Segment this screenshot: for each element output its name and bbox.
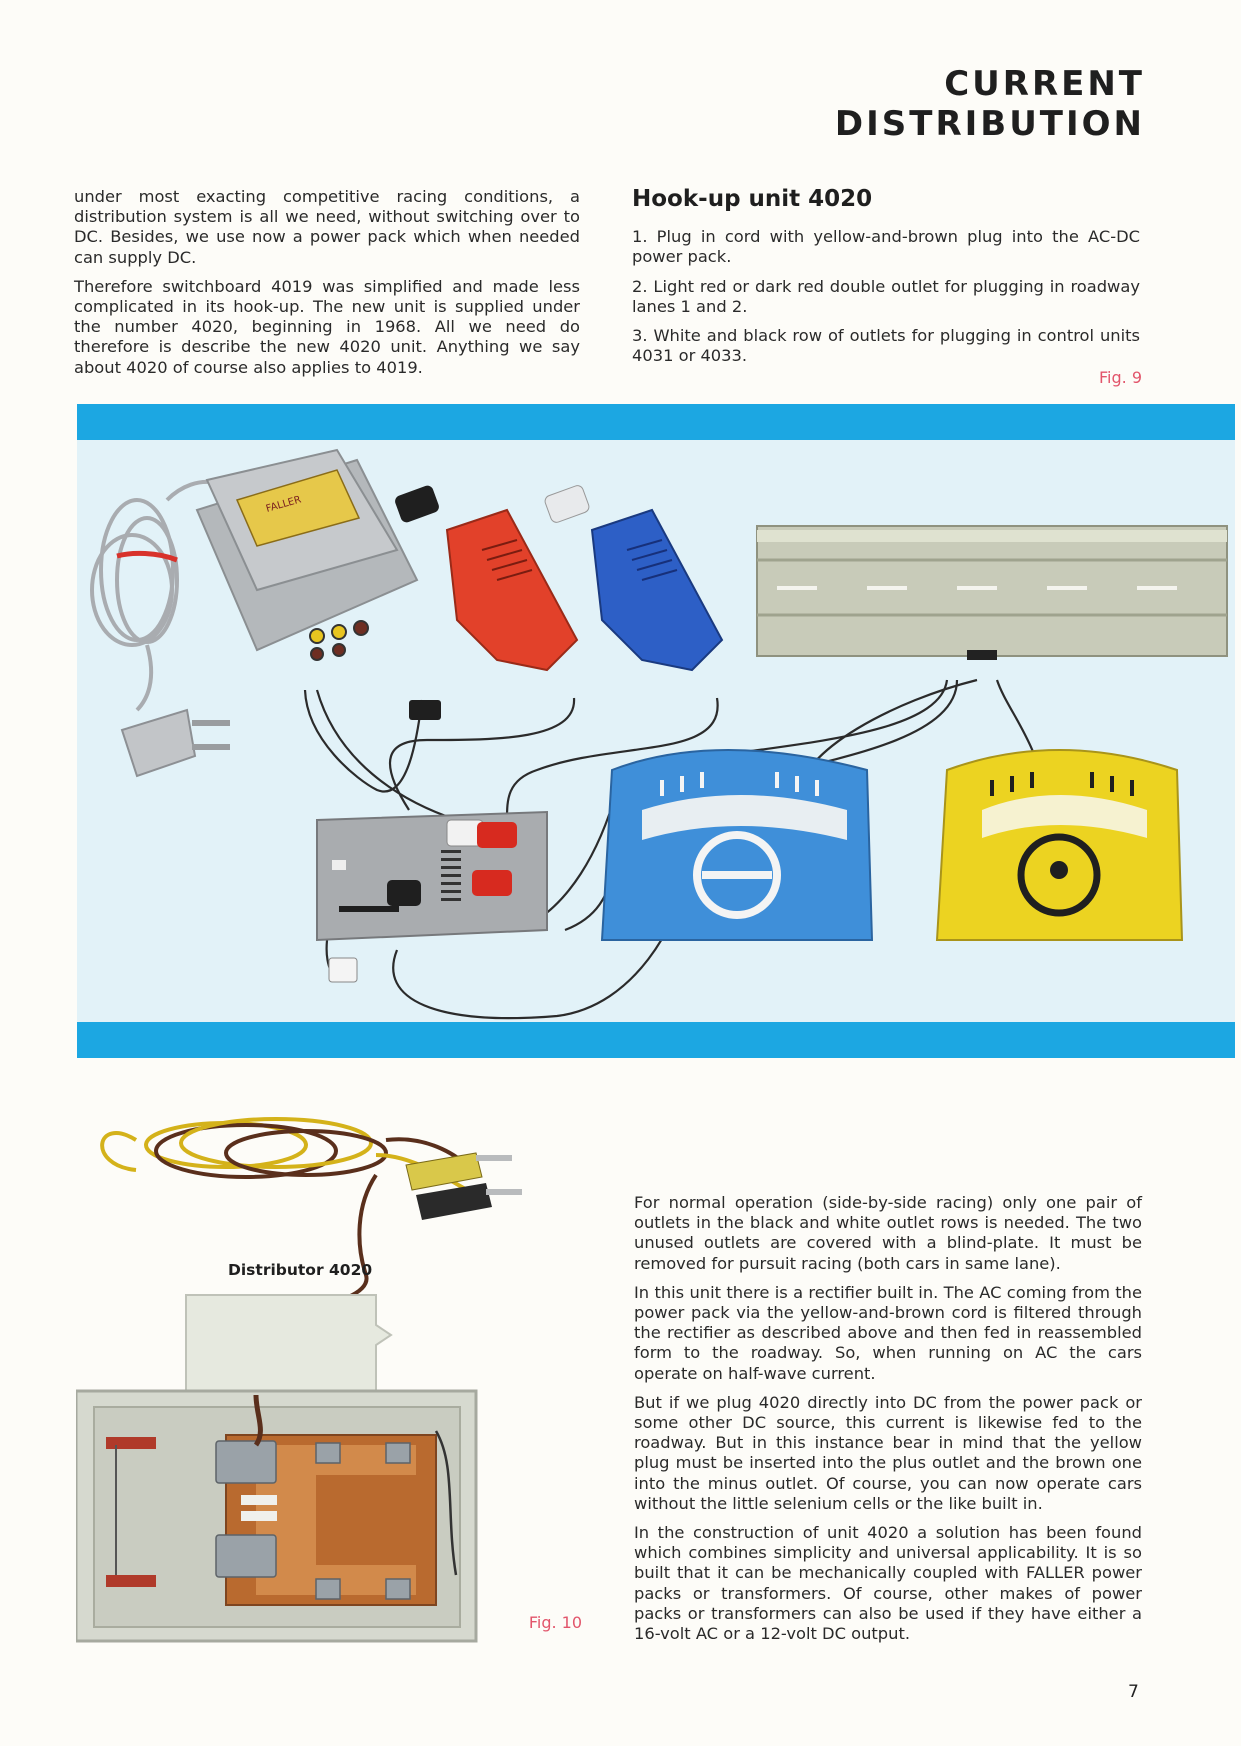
track-section: [757, 526, 1227, 660]
hookup-item-1: 1. Plug in cord with yellow-and-brown plug into the AC-DC power pack.: [632, 227, 1140, 267]
page-number: 7: [1128, 1682, 1139, 1702]
fig10-caption: Distributor 4020: [228, 1261, 373, 1279]
fig9-label: Fig. 9: [1099, 368, 1142, 387]
blue-control-unit: [602, 750, 872, 940]
fig9-bottom-band: [77, 1022, 1235, 1058]
mains-plug: [122, 710, 230, 776]
description-paragraph-2: In this unit there is a rectifier built in. The AC coming from the power pack via the yellow-and-brown cord is filtered through the rectifier as described above and then fed in reassembled form to the roadway. So, when running on AC the cars operate on half-wave current.: [634, 1282, 1142, 1383]
page-title: CURRENT DISTRIBUTION: [834, 64, 1145, 144]
description-paragraph-4: In the construction of unit 4020 a solution has been found which combines simplicity and universal applicability. It is so built that it can be mechanically coupled with FALLER power packs or transformers. Of course, other makes of power packs or transformers can also be used if they have either a 16-volt AC or a 12-volt DC output.: [634, 1523, 1142, 1644]
intro-text-column: [74, 187, 580, 387]
fig10-label: Fig. 10: [528, 1613, 582, 1632]
hookup-heading: Hook-up unit 4020: [632, 186, 873, 212]
fig9-photo: [77, 404, 1235, 1058]
distributor-description: [634, 1193, 1142, 1653]
description-paragraph-1: For normal operation (side-by-side racing) only one pair of outlets in the black and white outlet rows is needed. The two unused outlets are covered with a blind-plate. It must be removed for pursuit racing (both cars in same lane).: [634, 1193, 1142, 1273]
black-plug: [409, 700, 441, 720]
hookup-illustration: [77, 440, 1235, 1022]
description-paragraph-3: But if we plug 4020 directly into DC from the power pack or some other DC source, this current is likewise fed to the roadway. But in this instance bear in mind that the yellow plug must be inserted into the plus outlet and the brown one into the minus outlet. Of course, you can now operate cars without the little selenium cells or the like built in.: [634, 1392, 1142, 1513]
transformer-label: FALLER: [264, 494, 303, 515]
distributor-illustration: [76, 1095, 596, 1645]
fig9-top-band: [77, 404, 1235, 440]
hookup-item-2: 2. Light red or dark red double outlet for plugging in roadway lanes 1 and 2.: [632, 276, 1140, 316]
yellow-control-unit: [937, 750, 1182, 940]
distributor-box: [317, 812, 547, 982]
transformer: [197, 450, 417, 660]
fig10-photo: [76, 1095, 596, 1645]
intro-paragraph-2: Therefore switchboard 4019 was simplified and made less complicated in its hook-up. The new unit is supplied under the number 4020, beginning in 1968. All we need do therefore is describe the new 4020 unit. Anything we say about 4020 of course also applies to 4019.: [74, 276, 580, 377]
hookup-section: [632, 187, 1140, 375]
hookup-item-3: 3. White and black row of outlets for plugging in control units 4031 or 4033.: [632, 326, 1140, 366]
intro-paragraph-1: under most exacting competitive racing conditions, a distribution system is all we need, without switching over to DC. Besides, we use now a power pack which when needed can supply DC.: [74, 187, 580, 267]
